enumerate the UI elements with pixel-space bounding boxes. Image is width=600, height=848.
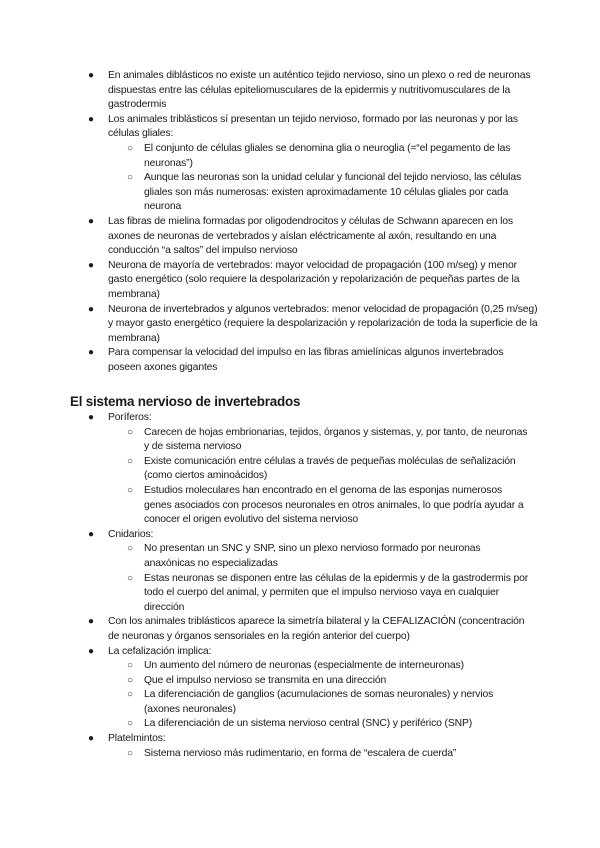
- sub-list-item-text: Un aumento del número de neuronas (especialmente de interneuronas): [144, 660, 464, 672]
- list-item-text: En animales diblásticos no existe un auténtico tejido nervioso, sino un plexo o red de neuronas dispuestas entre las células epiteliomusculares de la epidermis y nutritivomusculares de la gastrodermis: [108, 70, 531, 111]
- sub-list-item: [0, 542, 600, 571]
- sub-list-item: [0, 659, 600, 674]
- bullet-icon: ●: [88, 70, 94, 81]
- list-item-text: Para compensar la velocidad del impulso en las fibras amielínicas algunos invertebrados poseen axones gigantes: [108, 347, 504, 373]
- list-item-text: Las fibras de mielina formadas por oligodendrocitos y células de Schwann aparecen en los axones de neuronas de vertebrados y aíslan eléctricamente al axón, resultando en una conducción “a saltos” del impulso nervioso: [108, 215, 513, 257]
- bullet-icon: ●: [88, 645, 94, 657]
- list-item: [0, 303, 600, 347]
- list-item-text: Neurona de mayoría de vertebrados: mayor velocidad de propagación (100 m/seg) y menor gasto energético (solo requiere la despolarización y repolarización de pequeñas partes de la membrana): [108, 259, 520, 300]
- sub-list-item-text: Estas neuronas se disponen entre las células de la epidermis y de la gastrodermis por todo el cuerpo del animal, y permiten que el impulso nervioso vaya en cualquier dirección: [144, 572, 529, 613]
- sub-list-item: [0, 747, 600, 762]
- sub-list-item: [0, 688, 600, 717]
- list-item-text: Neurona de invertebrados y algunos vertebrados: menor velocidad de propagación (0,25 m/seg) y mayor gasto energético (requiere la despolarización y repolarización de toda la superficie de la membrana): [108, 303, 538, 344]
- list-item-text: La cefalización implica:: [108, 645, 212, 657]
- circle-bullet-icon: ○: [127, 142, 133, 154]
- sub-list-item-text: Carecen de hojas embrionarias, tejidos, órganos y sistemas, y, por tanto, de neuronas y de sistema nervioso: [144, 426, 528, 453]
- sub-list-item-text: No presentan un SNC y SNP, sino un plexo nervioso formado por neuronas anaxónicas no especializadas: [144, 543, 481, 569]
- circle-bullet-icon: ○: [127, 718, 133, 730]
- list-item: [0, 732, 600, 747]
- list-item-text: Los animales triblásticos sí presentan un tejido nervioso, formado por las neuronas y por las células gliales:: [108, 113, 518, 140]
- sub-list-item-text: El conjunto de células gliales se denomina glia o neuroglia (=“el pegamento de las neuronas”): [144, 142, 511, 169]
- circle-bullet-icon: ○: [127, 484, 133, 496]
- bullet-icon: ●: [88, 259, 94, 271]
- circle-bullet-icon: ○: [127, 572, 133, 584]
- list-item: [0, 645, 600, 660]
- sub-list: [0, 659, 600, 732]
- section-heading: El sistema nervioso de invertebrados: [70, 394, 301, 409]
- sub-list: [0, 542, 600, 615]
- list-item: [0, 528, 600, 543]
- list-item-text: Cnidarios:: [108, 528, 154, 540]
- section-nervous-tissue-list: [0, 69, 600, 375]
- list-item: [0, 411, 600, 426]
- section-invertebrates-list: [0, 411, 600, 761]
- sub-list-item-text: Aunque las neuronas son la unidad celular y funcional del tejido nervioso, las células gliales son más numerosas: existen aproximadamente 10 células gliales por cada neurona: [144, 172, 521, 213]
- sub-list: [0, 747, 600, 762]
- sub-list-item-text: La diferenciación de ganglios (acumulaciones de somas neuronales) y nervios (axones neuronales): [144, 689, 494, 715]
- list-item: [0, 113, 600, 142]
- bullet-icon: ●: [88, 412, 94, 423]
- circle-bullet-icon: ○: [127, 455, 133, 467]
- sub-list-item: [0, 455, 600, 484]
- list-item: [0, 69, 600, 113]
- sub-list-item: [0, 426, 600, 455]
- bullet-icon: ●: [88, 528, 94, 540]
- circle-bullet-icon: ○: [127, 426, 133, 438]
- sub-list-item-text: Que el impulso nervioso se transmita en una dirección: [144, 674, 387, 686]
- sub-list-item-text: La diferenciación de un sistema nervioso central (SNC) y periférico (SNP): [144, 718, 473, 730]
- bullet-icon: ●: [88, 347, 94, 359]
- list-item-text: Platelmintos:: [108, 733, 166, 745]
- sub-list-item-text: Sistema nervioso más rudimentario, en forma de “escalera de cuerda”: [144, 747, 457, 759]
- sub-list-item: [0, 717, 600, 732]
- sub-list-item-text: Existe comunicación entre células a través de pequeñas moléculas de señalización (como ciertos aminoácidos): [144, 455, 516, 482]
- bullet-icon: ●: [88, 616, 94, 628]
- circle-bullet-icon: ○: [127, 747, 133, 759]
- circle-bullet-icon: ○: [127, 689, 133, 701]
- list-item: [0, 615, 600, 644]
- sub-list-item: [0, 674, 600, 689]
- bullet-icon: ●: [88, 733, 94, 745]
- bullet-icon: ●: [88, 303, 94, 315]
- list-item-text: Poríferos:: [108, 412, 152, 423]
- circle-bullet-icon: ○: [127, 172, 133, 184]
- sub-list-item: [0, 572, 600, 616]
- bullet-icon: ●: [88, 215, 94, 227]
- bullet-icon: ●: [88, 113, 94, 125]
- list-item-text: Con los animales triblásticos aparece la simetría bilateral y la CEFALIZACIÓN (concentración de neuronas y órganos sensoriales en la región anterior del cuerpo): [108, 616, 525, 642]
- circle-bullet-icon: ○: [127, 660, 133, 672]
- circle-bullet-icon: ○: [127, 543, 133, 555]
- sub-list-item: [0, 484, 600, 528]
- list-item: [0, 215, 600, 259]
- sub-list-item: [0, 142, 600, 171]
- sub-list-item: [0, 171, 600, 215]
- sub-list: [0, 426, 600, 528]
- circle-bullet-icon: ○: [127, 674, 133, 686]
- sub-list-item-text: Estudios moleculares han encontrado en el genoma de las esponjas numerosos genes asociados con procesos neuronales en otros animales, lo que podría ayudar a conocer el origen evolutivo del sistema nervioso: [144, 484, 524, 526]
- sub-list: [0, 142, 600, 215]
- list-item: [0, 346, 600, 375]
- list-item: [0, 259, 600, 303]
